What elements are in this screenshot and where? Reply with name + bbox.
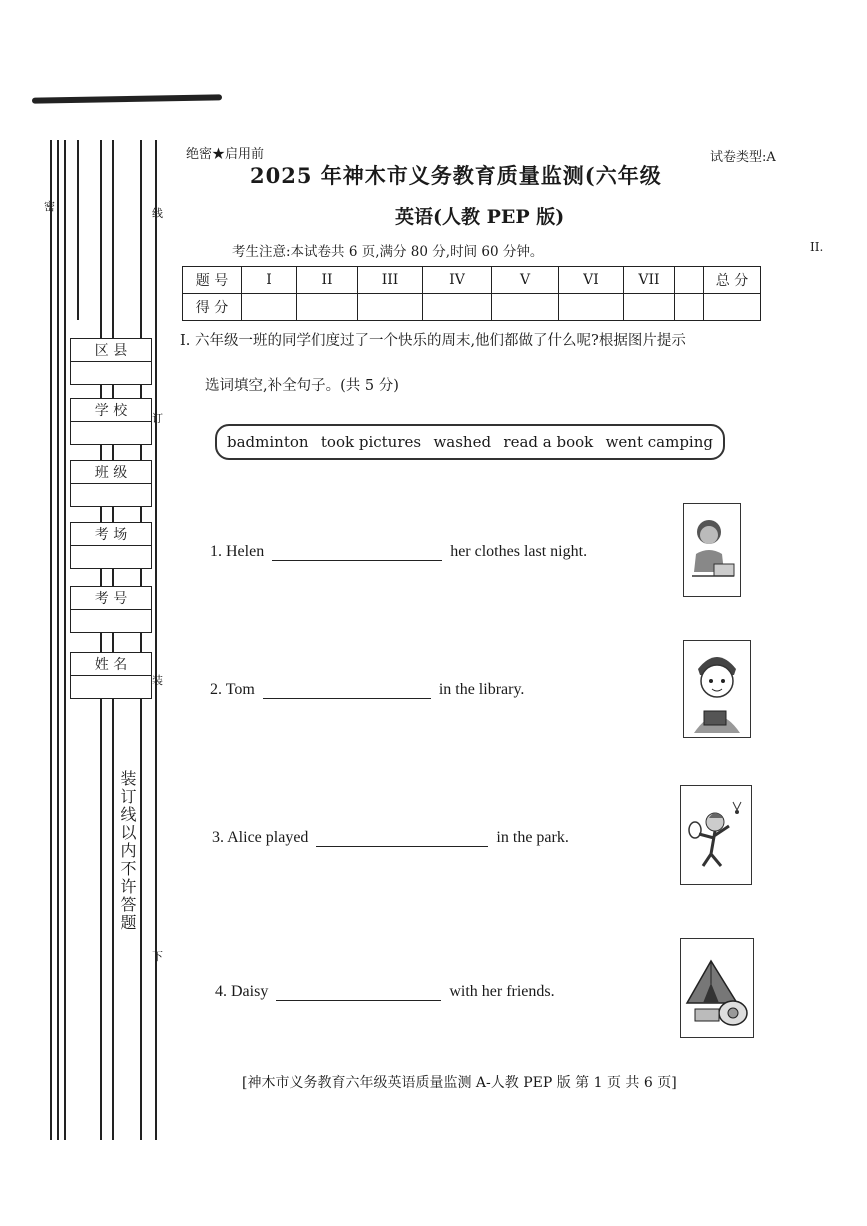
field-class[interactable]	[70, 460, 152, 507]
subject-title: 英语(人教 PEP 版)	[395, 206, 565, 228]
cutoff-text: II.	[810, 240, 824, 254]
score-cell[interactable]	[358, 294, 423, 321]
word-bank-item: read a book	[503, 433, 594, 451]
score-row-label: 题 号	[183, 267, 242, 294]
binding-line	[50, 140, 52, 1140]
word-bank-item: washed	[433, 433, 492, 451]
paper-type: 试卷类型:A	[710, 150, 776, 165]
page-footer: [神木市义务教育六年级英语质量监测 A-人教 PEP 版 第 1 页 共 6 页]	[242, 1075, 677, 1091]
badminton-icon	[680, 785, 752, 885]
page-title: 2025 年神木市义务教育质量监测(六年级	[250, 163, 662, 188]
score-col: VII	[624, 267, 675, 294]
answer-blank[interactable]	[272, 542, 442, 561]
score-cell[interactable]	[242, 294, 297, 321]
score-cell[interactable]	[704, 294, 761, 321]
score-cell[interactable]	[492, 294, 559, 321]
field-exam-number[interactable]	[70, 586, 152, 633]
item-prefix: 3. Alice played	[212, 829, 309, 846]
score-col: II	[297, 267, 358, 294]
field-label: 考 号	[71, 587, 151, 610]
item-suffix: in the park.	[496, 829, 569, 846]
question-item	[212, 828, 569, 847]
item-prefix: 1. Helen	[210, 543, 265, 560]
question-item	[210, 542, 587, 561]
binding-line	[155, 140, 157, 1140]
field-label: 班 级	[71, 461, 151, 484]
binding-line	[57, 140, 59, 1140]
score-table	[182, 266, 761, 321]
field-district[interactable]	[70, 338, 152, 385]
field-name[interactable]	[70, 652, 152, 699]
score-cell[interactable]	[675, 294, 704, 321]
answer-blank[interactable]	[316, 828, 488, 847]
field-school[interactable]	[70, 398, 152, 445]
question-item	[210, 680, 524, 699]
item-suffix: in the library.	[438, 681, 525, 698]
score-cell[interactable]	[423, 294, 492, 321]
question-heading: I. 六年级一班的同学们度过了一个快乐的周末,他们都做了什么呢?根据图片提示	[180, 333, 686, 349]
secret-label: 绝密★启用前	[186, 147, 265, 162]
item-prefix: 2. Tom	[210, 681, 255, 698]
word-bank	[215, 424, 725, 460]
binding-char: 订	[152, 412, 163, 425]
binding-line	[112, 140, 114, 1140]
item-suffix: with her friends.	[449, 983, 555, 1000]
binding-char: 密	[44, 200, 55, 213]
word-bank-item: went camping	[605, 433, 713, 451]
reading-book-icon	[683, 640, 751, 738]
binding-notice: 装订线以内不许答题	[118, 770, 137, 932]
washing-clothes-icon	[683, 503, 741, 597]
field-exam-room[interactable]	[70, 522, 152, 569]
score-col: VI	[559, 267, 624, 294]
binding-line	[100, 140, 102, 1140]
score-cell[interactable]	[624, 294, 675, 321]
item-prefix: 4. Daisy	[215, 983, 269, 1000]
field-label: 学 校	[71, 399, 151, 422]
answer-blank[interactable]	[263, 680, 431, 699]
binding-char: 装	[152, 674, 163, 687]
binding-line	[77, 140, 79, 320]
score-col: I	[242, 267, 297, 294]
score-cell[interactable]	[559, 294, 624, 321]
exam-notice: 考生注意:本试卷共 6 页,满分 80 分,时间 60 分钟。	[232, 244, 544, 260]
binding-line	[64, 140, 66, 1140]
question-item	[215, 982, 555, 1001]
score-cell[interactable]	[297, 294, 358, 321]
score-col-total: 总 分	[704, 267, 761, 294]
score-row-label: 得 分	[183, 294, 242, 321]
camping-tent-icon	[680, 938, 754, 1038]
item-suffix: her clothes last night.	[450, 543, 588, 560]
answer-blank[interactable]	[276, 982, 441, 1001]
field-label: 考 场	[71, 523, 151, 546]
word-bank-item: took pictures	[320, 433, 422, 451]
field-label: 姓 名	[71, 653, 151, 676]
top-stroke	[32, 94, 222, 103]
binding-char: 下	[152, 950, 163, 963]
question-subheading: 选词填空,补全句子。(共 5 分)	[205, 378, 399, 394]
score-col: IV	[423, 267, 492, 294]
score-col	[675, 267, 704, 294]
score-col: V	[492, 267, 559, 294]
binding-line	[140, 140, 142, 1140]
score-col: III	[358, 267, 423, 294]
binding-char: 线	[152, 207, 163, 220]
field-label: 区 县	[71, 339, 151, 362]
word-bank-item: badminton	[227, 433, 309, 451]
